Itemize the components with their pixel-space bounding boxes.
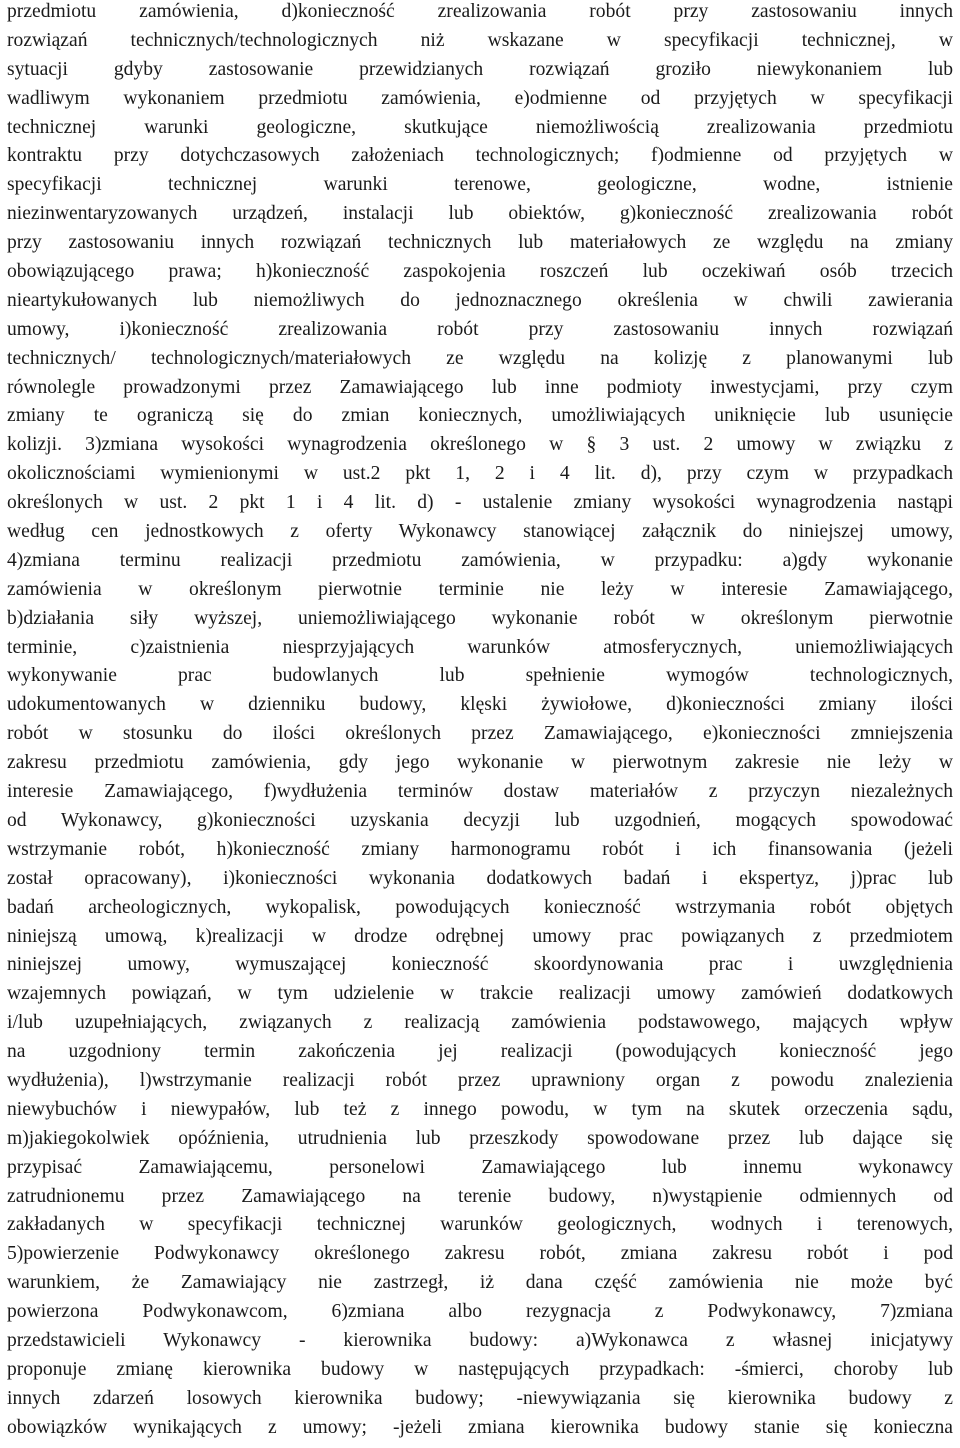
text-line: przedmiotu zamówienia, d)konieczność zrealizowania robót przy zastosowaniu innych — [7, 1, 953, 22]
text-line: i/lub uzupełniających, związanych z realizacją zamówienia podstawowego, mających wpływ — [7, 1012, 953, 1034]
text-line: wadliwym wykonaniem przedmiotu zamówienia, e)odmienne od przyjętych w specyfikacji — [7, 87, 953, 109]
text-line: przypisać Zamawiającemu, personelowi Zamawiającego lub innemu wykonawcy — [7, 1156, 953, 1178]
text-line: wstrzymanie robót, h)konieczność zmiany harmonogramu robót i ich finansowania (jeżeli — [7, 838, 953, 860]
text-line: interesie Zamawiającego, f)wydłużenia terminów dostaw materiałów z przyczyn niezależnych — [7, 781, 953, 803]
text-line: niewybuchów i niewypałów, lub też z innego powodu, w tym na skutek orzeczenia sądu, — [7, 1098, 953, 1120]
text-line: zmiany te ograniczą się do zmian koniecznych, umożliwiających uniknięcie lub usunięcie — [7, 405, 953, 427]
text-line: wzajemnych powiązań, w tym udzielenie w trakcie realizacji umowy zamówień dodatkowych — [7, 983, 953, 1005]
text-line: został opracowany), i)konieczności wykonania dodatkowych badań i ekspertyz, j)prac lub — [7, 867, 953, 889]
text-line: badań archeologicznych, wykopalisk, powodujących konieczność wstrzymania robót objętych — [7, 896, 953, 918]
text-line: technicznej warunki geologiczne, skutkujące niemożliwością zrealizowania przedmiotu — [7, 116, 953, 138]
text-line: od Wykonawcy, g)konieczności uzyskania decyzji lub uzgodnień, mogących spowodować — [7, 809, 953, 831]
text-line: obowiązującego prawa; h)konieczność zaspokojenia roszczeń lub oczekiwań osób trzecich — [7, 261, 953, 283]
text-line: określonych w ust. 2 pkt 1 i 4 lit. d) - ustalenie zmiany wysokości wynagrodzenia nastąpi — [7, 492, 953, 514]
text-line: wydłużenia), l)wstrzymanie realizacji robót przez uprawniony organ z powodu znalezienia — [7, 1069, 953, 1091]
text-line: robót w stosunku do ilości określonych przez Zamawiającego, e)konieczności zmniejszenia — [7, 723, 953, 745]
text-line: 5)powierzenie Podwykonawcy określonego zakresu robót, zmiana zakresu robót i pod — [7, 1243, 953, 1265]
text-line: kolizji. 3)zmiana wysokości wynagrodzenia określonego w § 3 ust. 2 umowy w związku z — [7, 434, 953, 456]
text-line: zakresu przedmiotu zamówienia, gdy jego wykonanie w pierwotnym zakresie nie leży w — [7, 752, 953, 774]
text-line: udokumentowanych w dzienniku budowy, klęski żywiołowe, d)konieczności zmiany ilości — [7, 694, 953, 716]
text-line: nieartykułowanych lub niemożliwych do jednoznacznego określenia w chwili zawierania — [7, 289, 953, 311]
text-line: warunkiem, że Zamawiający nie zastrzegł, iż dana część zamówienia nie może być — [7, 1272, 953, 1294]
text-line: powierzona Podwykonawcom, 6)zmiana albo rezygnacja z Podwykonawcy, 7)zmiana — [7, 1301, 953, 1323]
text-line: rozwiązań technicznych/technologicznych niż wskazane w specyfikacji technicznej, w — [7, 29, 953, 51]
text-line: specyfikacji technicznej warunki terenowe, geologiczne, wodne, istnienie — [7, 174, 953, 196]
text-line: niniejszej umowy, wymuszającej konieczność skoordynowania prac i uwzględnienia — [7, 954, 953, 976]
text-line: niniejszą umową, k)realizacji w drodze odrębnej umowy prac powiązanych z przedmiotem — [7, 925, 953, 947]
text-line: niezinwentaryzowanych urządzeń, instalacji lub obiektów, g)konieczność zrealizowania robót — [7, 203, 953, 225]
text-line: b)działania siły wyższej, uniemożliwiającego wykonanie robót w określonym pierwotnie — [7, 607, 953, 629]
text-line: zakładanych w specyfikacji technicznej warunków geologicznych, wodnych i terenowych, — [7, 1214, 953, 1236]
text-line: innych zdarzeń losowych kierownika budowy; -niewywiązania się kierownika budowy z — [7, 1387, 953, 1409]
text-line: obowiązków wynikających z umowy; -jeżeli zmiana kierownika budowy stanie się konieczna — [7, 1416, 953, 1438]
text-line: przedstawicieli Wykonawcy - kierownika budowy: a)Wykonawca z własnej inicjatywy — [7, 1329, 953, 1351]
text-line: zatrudnionemu przez Zamawiającego na terenie budowy, n)wystąpienie odmiennych od — [7, 1185, 953, 1207]
text-line: kontraktu przy dotychczasowych założeniach technologicznych; f)odmienne od przyjętych w — [7, 145, 953, 167]
text-line: m)jakiegokolwiek opóźnienia, utrudnienia lub przeszkody spowodowane przez lub dające się — [7, 1127, 953, 1149]
text-line: okolicznościami wymienionymi w ust.2 pkt 1, 2 i 4 lit. d), przy czym w przypadkach — [7, 463, 953, 485]
text-line: sytuacji gdyby zastosowanie przewidzianych rozwiązań groziło niewykonaniem lub — [7, 58, 953, 80]
text-line: 4)zmiana terminu realizacji przedmiotu zamówienia, w przypadku: a)gdy wykonanie — [7, 549, 953, 571]
text-line: technicznych/ technologicznych/materiałowych ze względu na kolizję z planowanymi lub — [7, 347, 953, 369]
text-line: przy zastosowaniu innych rozwiązań technicznych lub materiałowych ze względu na zmiany — [7, 232, 953, 254]
text-line: równolegle prowadzonymi przez Zamawiającego lub inne podmioty inwestycjami, przy czym — [7, 376, 953, 398]
text-line: zamówienia w określonym pierwotnie terminie nie leży w interesie Zamawiającego, — [7, 578, 953, 600]
text-line: wykonywanie prac budowlanych lub spełnienie wymogów technologicznych, — [7, 665, 953, 687]
text-line: umowy, i)konieczność zrealizowania robót przy zastosowaniu innych rozwiązań — [7, 318, 953, 340]
text-line: terminie, c)zaistnienia niesprzyjających warunków atmosferycznych, uniemożliwiających — [7, 636, 953, 658]
text-line: na uzgodniony termin zakończenia jej realizacji (powodujących konieczność jego — [7, 1041, 953, 1063]
text-line: proponuje zmianę kierownika budowy w następujących przypadkach: -śmierci, choroby lub — [7, 1358, 953, 1380]
text-line: według cen jednostkowych z oferty Wykonawcy stanowiącej załącznik do niniejszej umowy, — [7, 521, 953, 543]
